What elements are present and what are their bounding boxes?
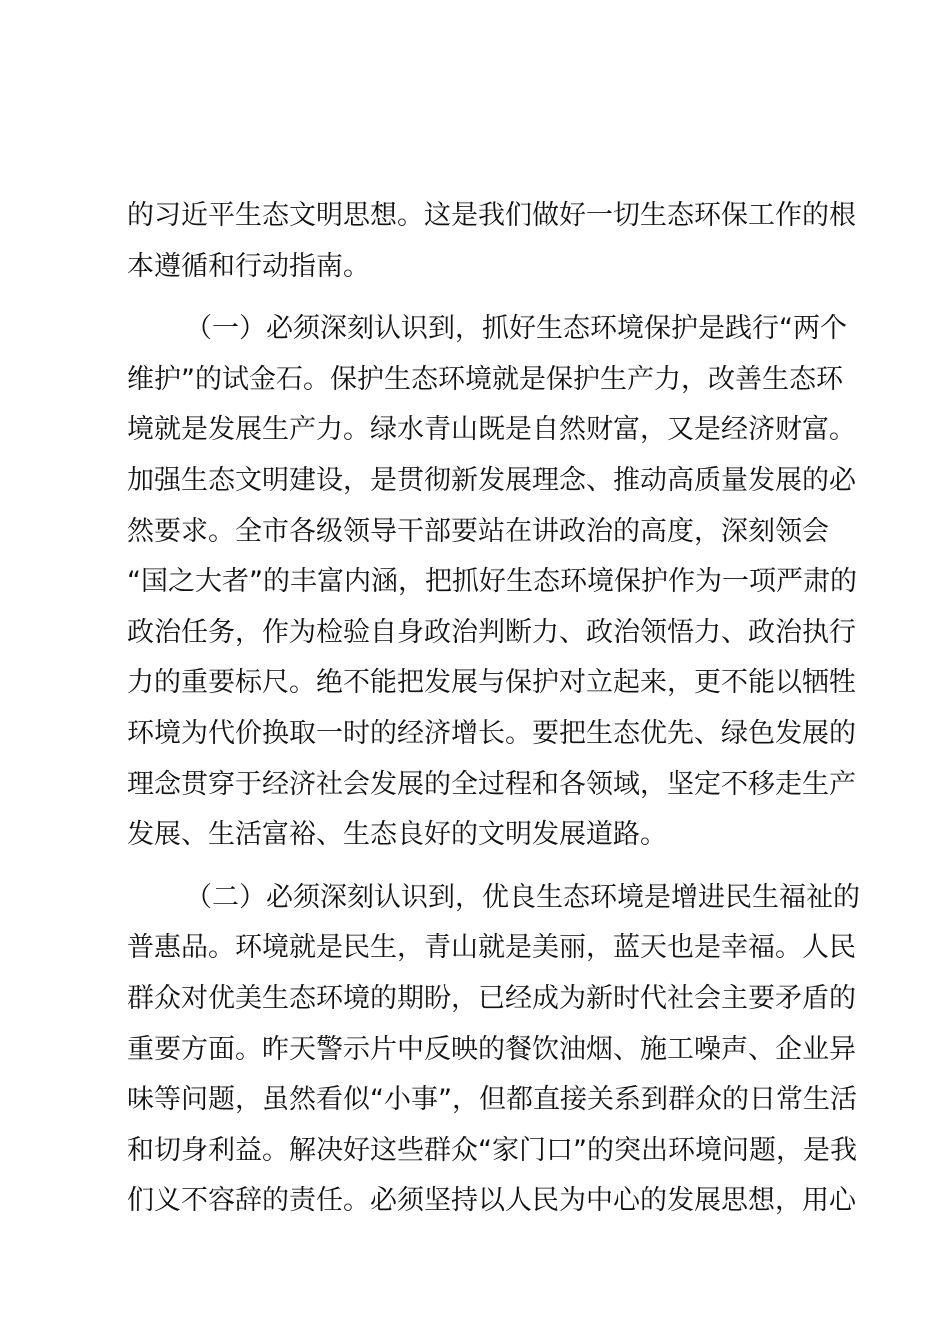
text-line: 们义不容辞的责任。必须坚持以人民为中心的发展思想，用心 xyxy=(127,1185,856,1217)
paragraph-two xyxy=(127,873,860,1227)
paragraph-one xyxy=(127,304,857,861)
text-line: 理念贯穿于经济社会发展的全过程和各领域，坚定不移走生产 xyxy=(127,768,856,800)
text-line: 群众对优美生态环境的期盼，已经成为新时代社会主要矛盾的 xyxy=(127,982,856,1014)
text-line: 政治任务，作为检验自身政治判断力、政治领悟力、政治执行 xyxy=(127,616,856,648)
paragraph-continuation xyxy=(127,191,856,292)
text-line: 和切身利益。解决好这些群众“家门口”的突出环境问题，是我 xyxy=(127,1134,857,1166)
text-line: 环境为代价换取一时的经济增长。要把生态优先、绿色发展的 xyxy=(127,717,856,749)
text-line: 维护”的试金石。保护生态环境就是保护生产力，改善生态环 xyxy=(127,363,843,395)
text-line: 然要求。全市各级领导干部要站在讲政治的高度，深刻领会 xyxy=(127,515,829,547)
text-line: 味等问题，虽然看似“小事”，但都直接关系到群众的日常生活 xyxy=(127,1084,857,1116)
text-line: “国之大者”的丰富内涵，把抓好生态环境保护作为一项严肃的 xyxy=(127,566,857,598)
text-line: 本遵循和行动指南。 xyxy=(127,250,370,282)
text-line: 普惠品。环境就是民生，青山就是美丽，蓝天也是幸福。人民 xyxy=(127,932,856,964)
text-line: 发展、生活富裕、生态良好的文明发展道路。 xyxy=(127,819,667,851)
text-line: 境就是发展生产力。绿水青山既是自然财富，又是经济财富。 xyxy=(127,414,856,446)
text-line: （一）必须深刻认识到，抓好生态环境保护是践行“两个 xyxy=(185,313,847,345)
text-line: 力的重要标尺。绝不能把发展与保护对立起来，更不能以牺牲 xyxy=(127,667,856,699)
text-line: 的习近平生态文明思想。这是我们做好一切生态环保工作的根 xyxy=(127,200,856,231)
document-body xyxy=(127,191,860,1227)
text-line: （二）必须深刻认识到，优良生态环境是增进民生福祉的 xyxy=(185,881,860,913)
text-line: 加强生态文明建设，是贯彻新发展理念、推动高质量发展的必 xyxy=(127,464,856,496)
text-line: 重要方面。昨天警示片中反映的餐饮油烟、施工噪声、企业异 xyxy=(127,1033,856,1065)
